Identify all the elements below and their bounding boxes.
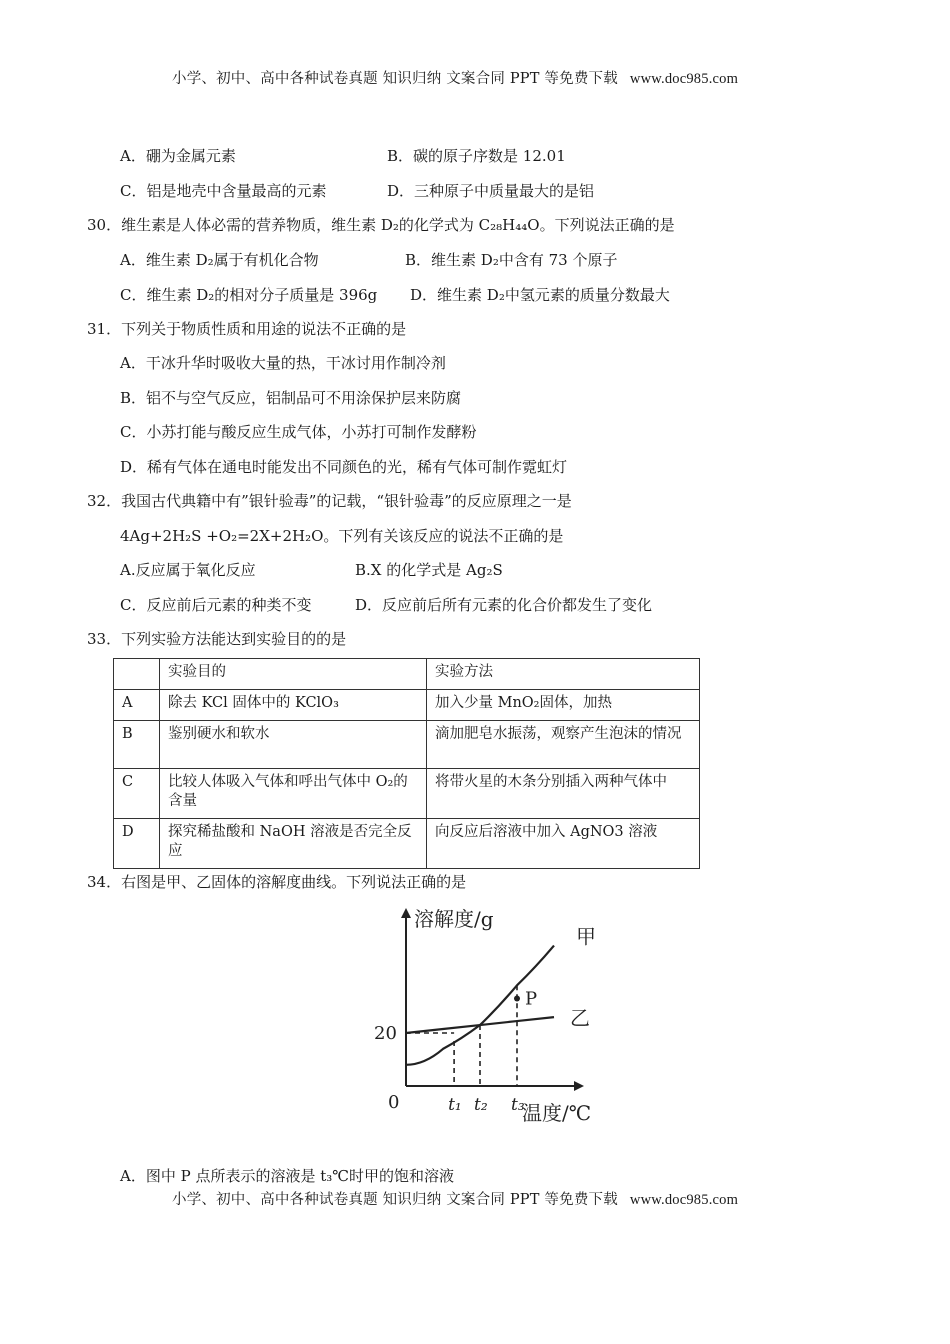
table-header-row	[114, 659, 700, 690]
footer-link[interactable]: www.doc985.com	[629, 1192, 739, 1208]
header-link[interactable]: www.doc985.com	[629, 71, 739, 87]
q31-option-d[interactable]: D．稀有气体在通电时能发出不同颜色的光，稀有气体可制作霓虹灯	[120, 458, 568, 476]
table-header-cell: 实验目的	[160, 659, 427, 690]
table-cell: 比较人体吸入气体和呼出气体中 O₂的含量	[160, 769, 427, 819]
table-cell: 向反应后溶液中加入 AgNO3 溶液	[427, 819, 700, 869]
table-cell: 将带火星的木条分别插入两种气体中	[427, 769, 700, 819]
table-header-cell: 实验方法	[427, 659, 700, 690]
table-row	[114, 721, 700, 769]
y-tick-label: 20	[374, 1023, 397, 1044]
x-tick-label: t₂	[474, 1095, 488, 1115]
q33-stem: 33．下列实验方法能达到实验目的的是	[87, 630, 347, 648]
q31-option-a[interactable]: A．干冰升华时吸收大量的热，干冰讨用作制冷剂	[120, 354, 446, 372]
origin-label: 0	[388, 1092, 400, 1113]
page-header	[172, 69, 738, 89]
table-cell: C	[114, 769, 160, 819]
table-cell: 鉴别硬水和软水	[160, 721, 427, 769]
x-axis-label: 温度/℃	[522, 1101, 592, 1125]
q30-option-d[interactable]: D．维生素 D₂中氢元素的质量分数最大	[410, 286, 670, 304]
table-cell: D	[114, 819, 160, 869]
q32-option-b[interactable]: B.X 的化学式是 Ag₂S	[355, 561, 503, 579]
footer-text: 小学、初中、高中各种试卷真题 知识归纳 文案合同 PPT 等免费下载	[172, 1192, 618, 1208]
q32-equation: 4Ag+2H₂S +O₂=2X+2H₂O。下列有关该反应的说法不正确的是	[120, 527, 564, 545]
q30-stem: 30．维生素是人体必需的营养物质，维生素 D₂的化学式为 C₂₈H₄₄O。下列说法正确的是	[87, 216, 675, 234]
point-p	[514, 996, 520, 1002]
point-p-label: P	[525, 988, 538, 1010]
table-cell: 除去 KCl 固体中的 KClO₃	[160, 690, 427, 721]
q29-option-b[interactable]: B．碳的原子序数是 12.01	[387, 147, 566, 165]
q29-option-c[interactable]: C．铝是地壳中含量最高的元素	[120, 182, 327, 200]
solubility-chart	[370, 902, 620, 1132]
q34-stem: 34．右图是甲、乙固体的溶解度曲线。下列说法正确的是	[87, 873, 467, 891]
q32-option-d[interactable]: D．反应前后所有元素的化合价都发生了变化	[355, 596, 653, 614]
table-cell: 探究稀盐酸和 NaOH 溶液是否完全反应	[160, 819, 427, 869]
table-row	[114, 769, 700, 819]
q29-option-d[interactable]: D．三种原子中质量最大的是铝	[387, 182, 595, 200]
series-label-yi: 乙	[570, 1006, 590, 1031]
table-header-cell	[114, 659, 160, 690]
q32-option-c[interactable]: C．反应前后元素的种类不变	[120, 596, 312, 614]
table-cell: 滴加肥皂水振荡，观察产生泡沫的情况	[427, 721, 700, 769]
experiment-table	[113, 658, 700, 869]
x-tick-label: t₃	[511, 1095, 525, 1115]
q29-option-a[interactable]: A．硼为金属元素	[120, 147, 236, 165]
y-axis-label: 溶解度/g	[414, 907, 494, 931]
header-text: 小学、初中、高中各种试卷真题 知识归纳 文案合同 PPT 等免费下载	[172, 71, 618, 87]
page-footer	[172, 1190, 738, 1210]
table-row	[114, 819, 700, 869]
x-tick-label: t₁	[448, 1095, 462, 1115]
q32-option-a[interactable]: A.反应属于氧化反应	[120, 561, 256, 579]
q31-stem: 31．下列关于物质性质和用途的说法不正确的是	[87, 320, 407, 338]
series-label-jia: 甲	[576, 924, 596, 949]
table-cell: A	[114, 690, 160, 721]
q34-option-a[interactable]: A．图中 P 点所表示的溶液是 t₃℃时甲的饱和溶液	[120, 1167, 455, 1185]
q31-option-c[interactable]: C．小苏打能与酸反应生成气体，小苏打可制作发酵粉	[120, 423, 477, 441]
table-cell: B	[114, 721, 160, 769]
q32-stem: 32．我国古代典籍中有”银针验毒”的记载，“银针验毒”的反应原理之一是	[87, 492, 572, 510]
q30-option-b[interactable]: B．维生素 D₂中含有 73 个原子	[405, 251, 618, 269]
q30-option-a[interactable]: A．维生素 D₂属于有机化合物	[120, 251, 319, 269]
q30-option-c[interactable]: C．维生素 D₂的相对分子质量是 396g	[120, 286, 378, 304]
table-row	[114, 690, 700, 721]
q31-option-b[interactable]: B．铝不与空气反应，铝制品可不用涂保护层来防腐	[120, 389, 462, 407]
table-cell: 加入少量 MnO₂固体，加热	[427, 690, 700, 721]
